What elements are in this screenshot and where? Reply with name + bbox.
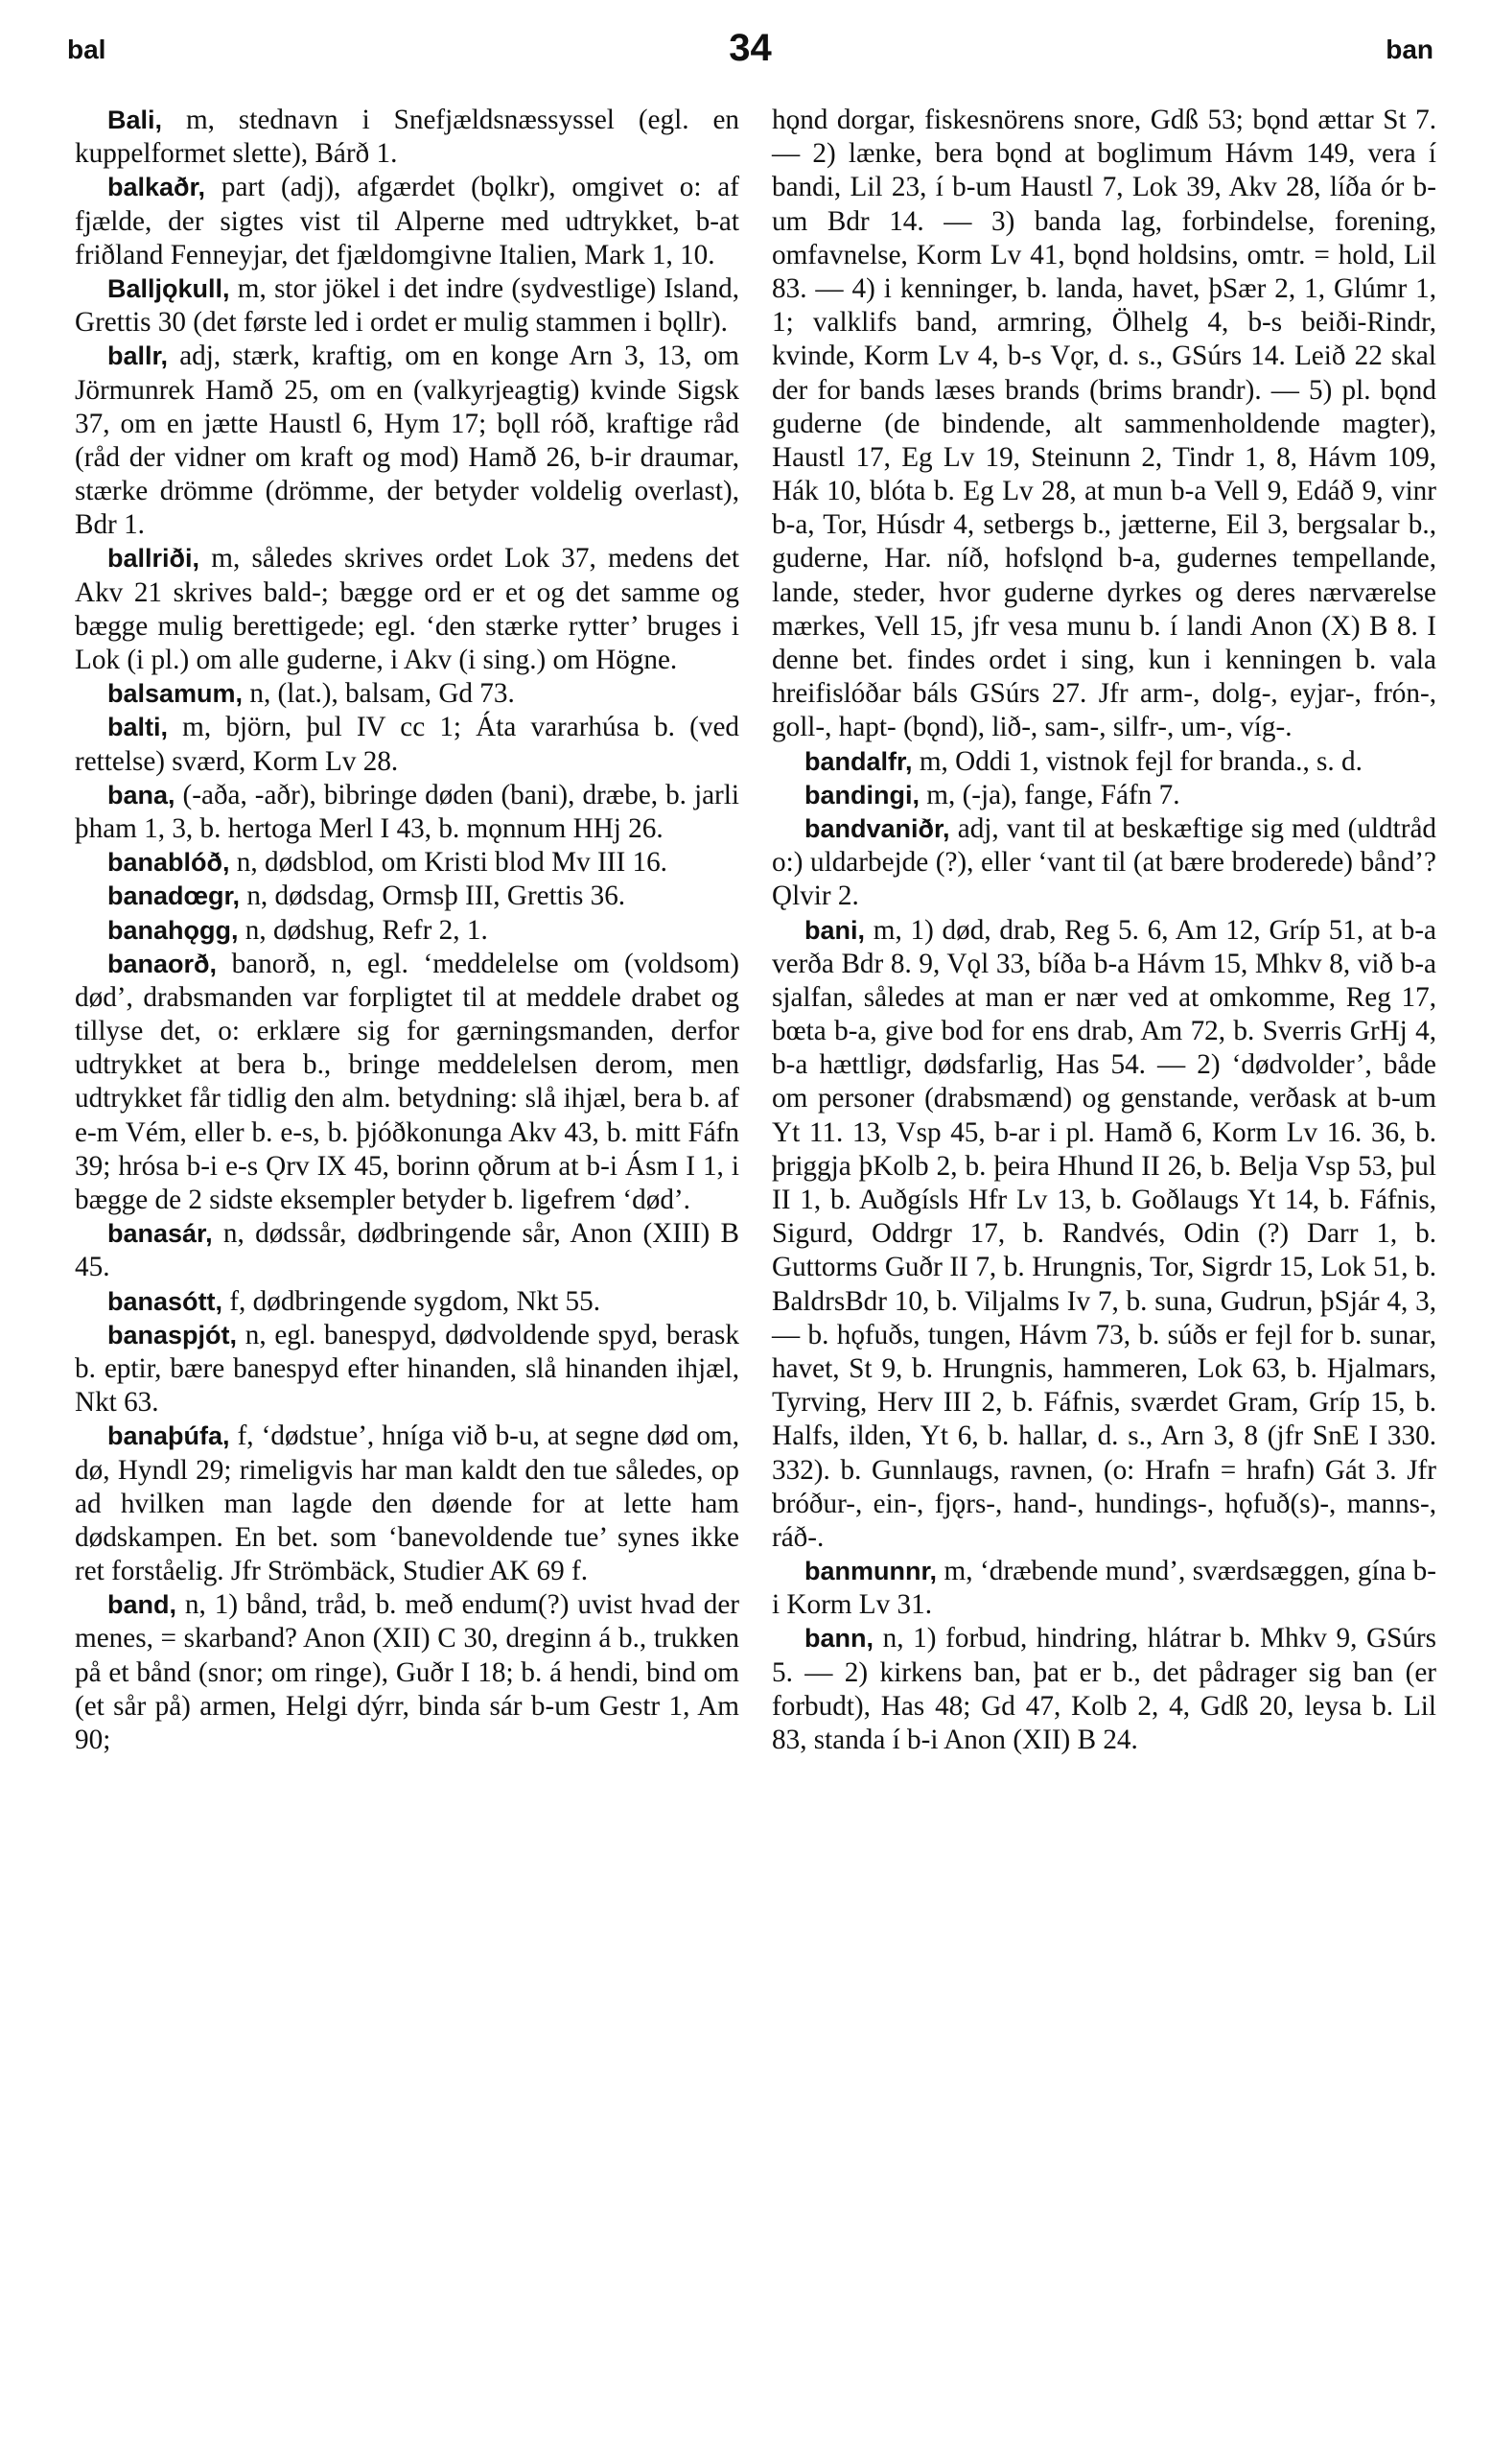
- entry-headword: balti,: [107, 713, 169, 742]
- entry-headword: band,: [107, 1590, 176, 1620]
- dictionary-entry: [75, 1217, 739, 1284]
- entry-definition: m, 1) død, drab, Reg 5. 6, Am 12, Gríp 51, at b-a verða Bdr 8. 9, Vǫl 33, bíða b-a Hávm 15, Mhkv 8, við b-a sjalfan, således at man er nær ved at omkomme, Reg 17, bœta b-a, give bod for ens drab, Am 72, b. Sverris GrHj 4, b-a hættligr, dødsfarlig, Has 54. — 2) ‘dødvolder’, både om personer (drabsmænd) og genstande, verðask at b-um Yt 11. 13, Vsp 45, b-ar i pl. Hamð 6, Korm Lv 16. 36, b. þriggja þKolb 2, b. þeira Hhund II 26, b. Belja Vsp 53, þul II 1, b. Auðgísls Hfr Lv 13, b. Goðlaugs Yt 14, b. Fáfnis, Sigurd, Oddrgr 17, b. Randvés, Odin (?) Darr 1, b. Guttorms Guðr II 7, b. Hrungnis, Tor, Sigrdr 15, Lok 51, b. BaldrsBdr 10, b. Viljalms Iv 7, b. suna, Gudrun, þSjár 4, 3, — b. hǫfuðs, tungen, Hávm 73, b. súðs er fejl for b. sunar, havet, St 9, b. Hrungnis, hammeren, Lok 63, b. Hjalmars, Tyrving, Herv III 2, b. Fáfnis, sværdet Gram, Gríp 15, b. Halfs, ilden, Yt 6, b. hallar, d. s., Arn 3, 8 (jfr SnE I 330. 332). b. Gunnlaugs, ravnen, (o: Hrafn = hrafn) Gát 3. Jfr bróður-, ein-, fjǫrs-, hand-, hundings-, hǫfuð(s)-, manns-, ráð-.: [772, 914, 1436, 1553]
- entry-headword: bani,: [804, 915, 866, 945]
- entry-definition: f, ‘dødstue’, hníga við b-u, at segne død om, dø, Hyndl 29; rimeligvis har man kaldt den tue således, op ad hvilken man lagde den døende for at lette ham dødskampen. En bet. som ‘banevoldende tue’ synes ikke ret forståelig. Jfr Strömbäck, Studier AK 69 f.: [75, 1420, 739, 1587]
- entry-headword: bana,: [107, 780, 175, 810]
- dictionary-entry: [75, 542, 739, 677]
- entry-headword: ballr,: [107, 341, 169, 371]
- dictionary-entry: [75, 171, 739, 272]
- dictionary-entry: [75, 1420, 739, 1588]
- entry-headword: balsamum,: [107, 679, 244, 709]
- entry-definition: n, dødshug, Refr 2, 1.: [238, 914, 488, 946]
- entry-definition: n, (lat.), balsam, Gd 73.: [243, 678, 515, 710]
- dictionary-entry: [772, 779, 1436, 812]
- entry-definition: adj, stærk, kraftig, om en konge Arn 3, 13, om Jörmunrek Hamð 25, om en (valkyrjeagtig) kvinde Sigsk 37, om en jætte Haustl 6, Hym 17; bǫll róð, kraftige råd (råd der vidner om kraft og mod) Hamð 26, b-ir draumar, stærke drömme (drömme, der betyder voldelig overlast), Bdr 1.: [75, 340, 739, 541]
- entry-definition: n, 1) bånd, tråd, b. með endum(?) uvist hvad der menes, = skarband? Anon (XII) C 30, dreginn á b., trukken på et bånd (snor; om ringe), Guðr I 18; b. á hendi, bind om (et sår på) armen, Helgi dýrr, binda sár b-um Gestr 1, Am 90;: [75, 1589, 739, 1755]
- entry-headword: banaþúfa,: [107, 1421, 230, 1451]
- entry-headword: banadœgr,: [107, 881, 241, 911]
- dictionary-entry: [75, 779, 739, 846]
- dictionary-entry: [75, 1285, 739, 1319]
- entry-definition: m, björn, þul IV cc 1; Áta vararhúsa b. (ved rettelse) sværd, Korm Lv 28.: [75, 712, 739, 777]
- dictionary-entry: [75, 1588, 739, 1757]
- entry-headword: Bali,: [107, 106, 163, 134]
- entry-definition: n, dødssår, dødbringende sår, Anon (XIII) B 45.: [75, 1218, 739, 1283]
- dictionary-entry: [75, 104, 739, 171]
- entry-definition: n, egl. banespyd, dødvoldende spyd, berask b. eptir, bære banespyd efter hinanden, slå hinanden ihjæl, Nkt 63.: [75, 1319, 739, 1419]
- entry-headword: banahǫgg,: [107, 915, 239, 945]
- entry-definition: adj, vant til at beskæftige sig med (uldtråd o:) uldarbejde (?), eller ‘vant til (at bære broderede) bånd’? Ǫlvir 2.: [772, 812, 1436, 912]
- dictionary-entry: [772, 1622, 1436, 1757]
- dictionary-columns: [75, 104, 1436, 2444]
- entry-definition: m, stednavn i Snefjældsnæssyssel (egl. en kuppelformet slette), Bárð 1.: [75, 105, 739, 170]
- page-header: [67, 27, 1433, 84]
- left-column: [75, 104, 739, 2444]
- entry-definition: hǫnd dorgar, fiskesnörens snore, Gdß 53; bǫnd ættar St 7. — 2) lænke, bera bǫnd at boglimum Hávm 149, vera í bandi, Lil 23, í b-um Haustl 7, Lok 39, Akv 28, líða ór b-um Bdr 14. — 3) banda lag, forbindelse, forening, omfavnelse, Korm Lv 41, bǫnd holdsins, omtr. = hold, Lil 83. — 4) i kenninger, b. landa, havet, þSær 2, 1, Glúmr 1, 1; valklifs band, armring, Ölhelg 4, b-s beiði-Rindr, kvinde, Korm Lv 4, b-s Vǫr, d. s., GSúrs 14. Leið 22 skal der for bands læses brands (brims brandr). — 5) pl. bǫnd guderne (de bindende, alt sammenholdende magter), Haustl 17, Eg Lv 19, Steinunn 2, Tindr 1, 8, Hávm 109, Hák 10, blóta b. Eg Lv 28, at mun b-a Vell 9, Edáð 9, vinr b-a, Tor, Húsdr 4, setbergs b., jætterne, Eil 3, bergsalar b., guderne, Har. níð, hofslǫnd b-a, gudernes tempellande, lande, steder, hvor guderne dyrkes og deres nærværelse mærkes, Vell 15, jfr vesa munu b. í landi Anon (X) B 8. I denne bet. findes ordet i sing, kun i kenningen b. vala hreifislóðar báls GSúrs 27. Jfr arm-, dolg-, eyjar-, frón-, goll-, hapt- (bǫnd), lið-, sam-, silfr-, um-, víg-.: [772, 105, 1436, 743]
- entry-definition: m, (-ja), fange, Fáfn 7.: [919, 779, 1180, 810]
- entry-headword: banmunnr,: [804, 1557, 938, 1586]
- entry-definition: m, Oddi 1, vistnok fejl for branda., s. d.: [912, 745, 1363, 777]
- entry-headword: bandingi,: [804, 780, 920, 810]
- dictionary-entry: [75, 272, 739, 340]
- dictionary-entry: [75, 1319, 739, 1420]
- entry-definition: banorð, n, egl. ‘meddelelse om (voldsom) død’, drabsmanden var forpligtet til at meddele drabet og tillyse det, o: erklære sig for gærningsmanden, derfor udtrykket at bera b., bringe meddelelsen derom, men udtrykket får tidlig den alm. betydning: slå ihjæl, bera b. af e-m Vém, eller b. e-s, b. þjóðkonunga Akv 43, b. mitt Fáfn 39; hrósa b-i e-s Ǫrv IX 45, borinn ǫðrum at b-i Ásm I 1, i bægge de 2 sidste eksempler betyder b. ligefrem ‘død’.: [75, 948, 739, 1215]
- entry-headword: banablóð,: [107, 848, 230, 878]
- dictionary-entry: [75, 880, 739, 913]
- entry-definition: m, således skrives ordet Lok 37, medens det Akv 21 skrives bald-; bægge ord er et og det samme og bægge mulig berettigede; egl. ‘den stærke rytter’ bruges i Lok (i pl.) om alle guderne, i Akv (i sing.) om Högne.: [75, 543, 739, 675]
- entry-definition: part (adj), afgærdet (bǫlkr), omgivet o: af fjælde, der sigtes vist til Alperne med udtrykket, b-at friðland Fenneyjar, det fjældomgivne Italien, Mark 1, 10.: [75, 172, 739, 270]
- entry-headword: bandalfr,: [804, 746, 913, 776]
- entry-definition: n, dødsblod, om Kristi blod Mv III 16.: [229, 847, 667, 879]
- dictionary-entry: [772, 812, 1436, 914]
- last-headword-guide: ban: [1386, 35, 1433, 64]
- entry-headword: bandvaniðr,: [804, 813, 950, 843]
- entry-definition: m, ‘dræbende mund’, sværdsæggen, gína b-i Korm Lv 31.: [772, 1556, 1436, 1621]
- entry-headword: ballriði,: [107, 544, 200, 574]
- dictionary-entry: [772, 1555, 1436, 1622]
- right-column: [772, 104, 1436, 2444]
- entry-definition: n, 1) forbud, hindring, hlátrar b. Mhkv 9, GSúrs 5. — 2) kirkens ban, þat er b., det pådrager sig ban (er forbudt), Has 48; Gd 47, Kolb 2, 4, Gdß 20, leysa b. Lil 83, standa í b-i Anon (XII) B 24.: [772, 1623, 1436, 1755]
- dictionary-entry: [772, 914, 1436, 1556]
- entry-headword: banasár,: [107, 1219, 213, 1249]
- dictionary-entry: [75, 914, 739, 948]
- entry-headword: banaspjót,: [107, 1320, 238, 1349]
- first-headword-guide: bal: [67, 35, 106, 64]
- entry-definition: (-aða, -aðr), bibringe døden (bani), dræbe, b. jarli þham 1, 3, b. hertoga Merl I 43, b. mǫnnum HHj 26.: [75, 779, 739, 844]
- dictionary-entry: [75, 340, 739, 542]
- entry-headword: bann,: [804, 1624, 874, 1654]
- dictionary-entry: [772, 745, 1436, 779]
- entry-headword: banaorð,: [107, 949, 218, 978]
- entry-headword: Balljǫkull,: [107, 273, 230, 303]
- dictionary-entry: [75, 711, 739, 778]
- dictionary-entry: [75, 846, 739, 880]
- dictionary-entry: [75, 948, 739, 1218]
- entry-definition: m, stor jökel i det indre (sydvestlige) Island, Grettis 30 (det første led i ordet er mulig stammen i bǫllr).: [75, 272, 739, 339]
- dictionary-entry: [75, 677, 739, 711]
- page-number: 34: [729, 27, 772, 69]
- entry-headword: balkaðr,: [107, 173, 206, 202]
- dictionary-entry: [772, 104, 1436, 745]
- entry-headword: banasótt,: [107, 1286, 223, 1316]
- entry-definition: n, dødsdag, Ormsþ III, Grettis 36.: [240, 880, 626, 912]
- entry-definition: f, dødbringende sygdom, Nkt 55.: [222, 1285, 601, 1317]
